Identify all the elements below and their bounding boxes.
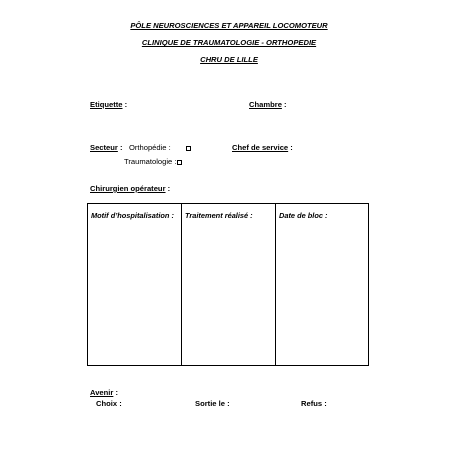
refus-label: Refus : <box>301 399 327 408</box>
etiquette-field <box>90 94 127 112</box>
hospitalisation-table <box>87 203 369 366</box>
avenir-field <box>90 382 118 400</box>
option-traumatologie-label: Traumatologie : <box>124 157 177 166</box>
secteur-label: Secteur <box>90 143 118 152</box>
option-traumatologie <box>124 151 182 169</box>
header-title-clinique: CLINIQUE DE TRAUMATOLOGIE - ORTHOPEDIE <box>141 38 317 47</box>
table-column-divider <box>181 204 182 365</box>
chef-de-service-field <box>232 137 293 155</box>
option-orthopedie-checkbox[interactable] <box>186 146 191 151</box>
motif-hospitalisation-header: Motif d’hospitalisation : <box>91 211 174 220</box>
header-title-pole: PÔLE NEUROSCIENCES ET APPAREIL LOCOMOTEUR <box>130 21 328 30</box>
etiquette-label: Etiquette <box>90 100 123 109</box>
chambre-field <box>249 94 287 112</box>
secteur-colon: : <box>117 143 123 152</box>
date-de-bloc-header: Date de bloc : <box>279 211 328 220</box>
etiquette-colon: : <box>122 100 128 109</box>
table-column-divider <box>275 204 276 365</box>
choix-label: Choix : <box>96 399 122 408</box>
option-orthopedie-label: Orthopédie : <box>128 143 171 152</box>
chirurgien-field <box>90 178 170 196</box>
chef-de-service-colon: : <box>288 143 293 152</box>
chirurgien-label: Chirurgien opérateur <box>90 184 166 193</box>
avenir-colon: : <box>113 388 118 397</box>
avenir-label: Avenir <box>90 388 114 397</box>
chef-de-service-label: Chef de service <box>232 143 289 152</box>
traitement-realise-header: Traitement réalisé : <box>185 211 253 220</box>
chambre-colon: : <box>281 100 287 109</box>
chirurgien-colon: : <box>165 184 171 193</box>
header-title-chru: CHRU DE LILLE <box>200 55 258 64</box>
option-traumatologie-checkbox[interactable] <box>177 160 182 165</box>
sortie-label: Sortie le : <box>195 399 230 408</box>
chambre-label: Chambre <box>249 100 282 109</box>
